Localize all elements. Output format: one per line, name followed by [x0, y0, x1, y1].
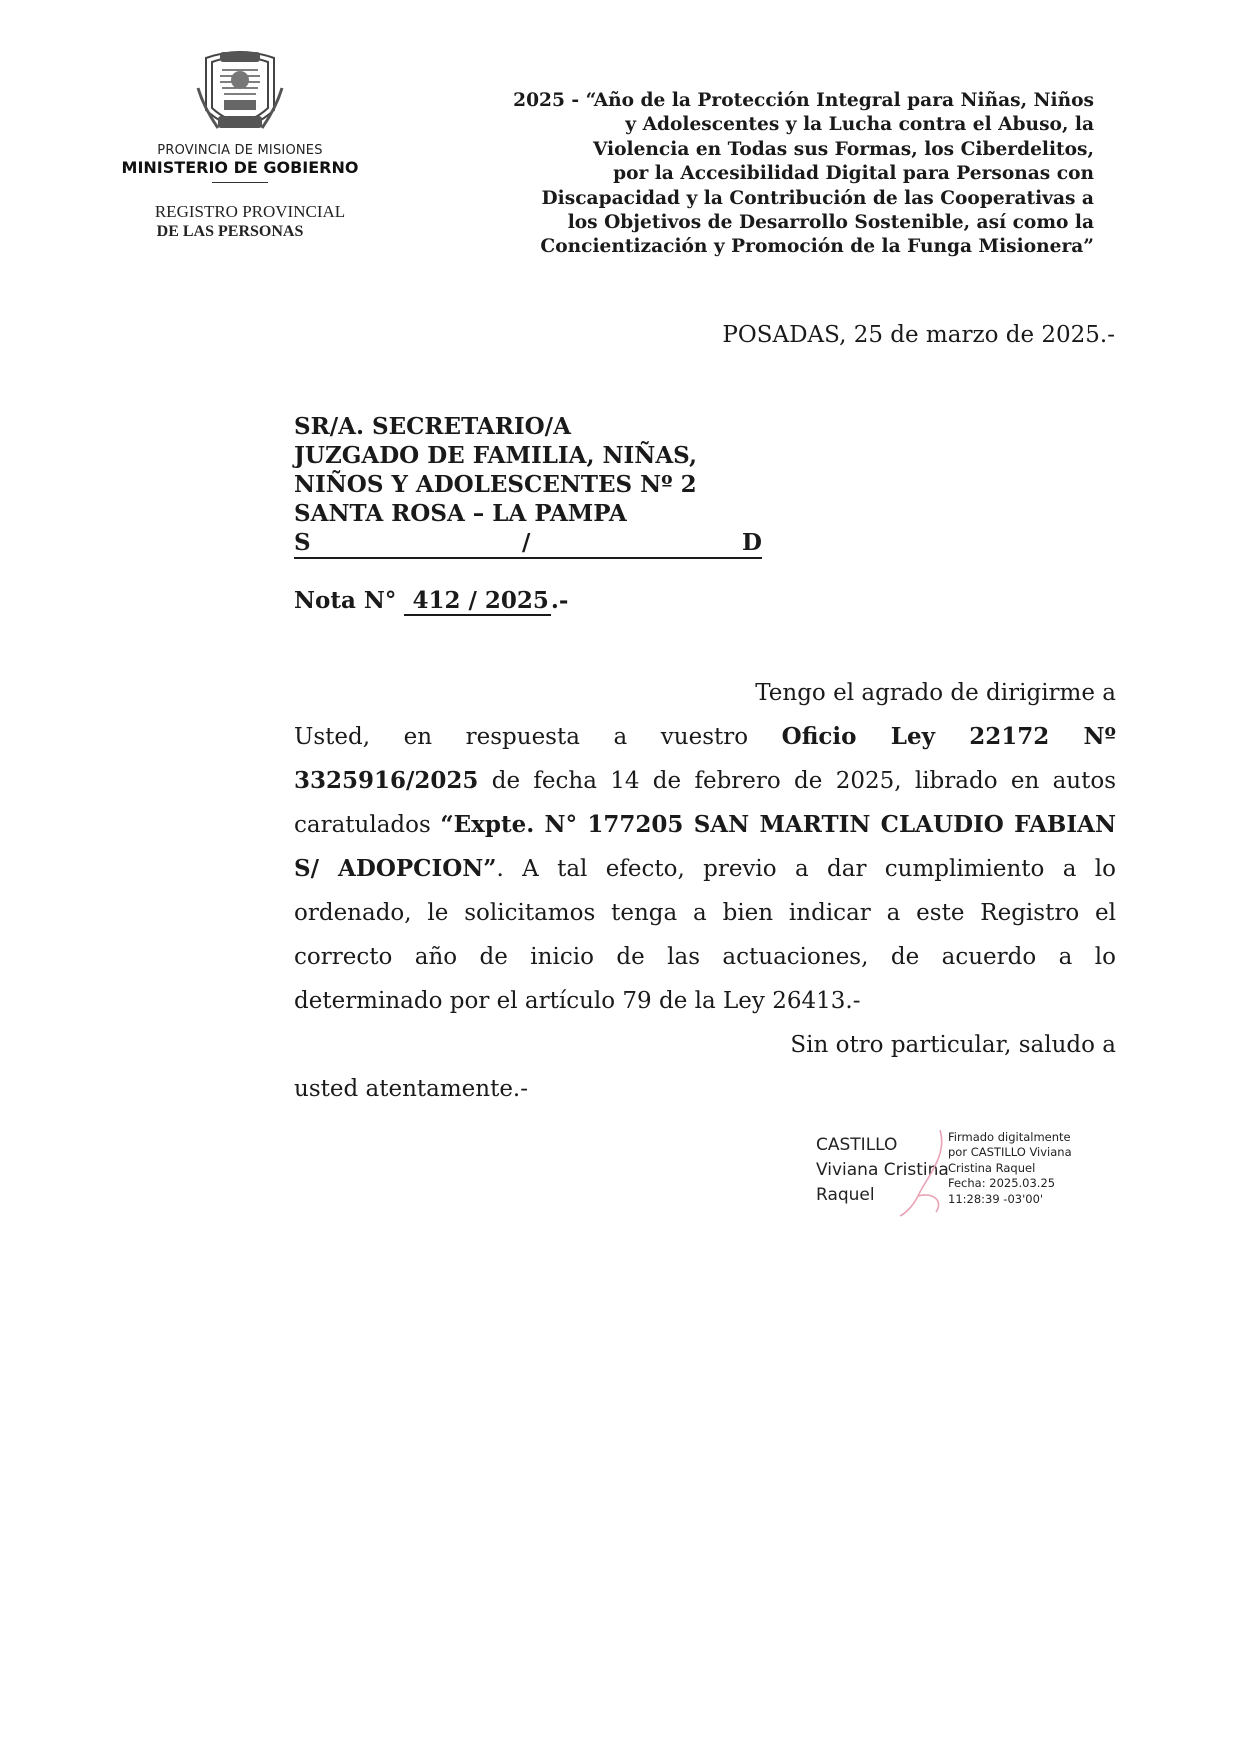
case-title-end: S/ ADOPCION”: [294, 855, 497, 882]
case-title: “Expte. N° 177205 SAN MARTIN CLAUDIO FABIAN: [440, 811, 1117, 838]
ministry-name: MINISTERIO DE GOBIERNO: [121, 158, 359, 177]
signature-detail-line: Fecha: 2025.03.25: [948, 1176, 1056, 1191]
body-line: [294, 715, 1116, 759]
motto-line: los Objetivos de Desarrollo Sostenible, así como la: [567, 212, 1094, 234]
closing-line: Sin otro particular, saludo a: [790, 1032, 1116, 1058]
sd-s: S: [294, 529, 311, 556]
digital-signature-details: [948, 1130, 1072, 1207]
body-line: [294, 803, 1116, 847]
sd-slash: /: [522, 529, 531, 556]
body-line: [294, 847, 1116, 891]
letter-body: [294, 671, 1116, 1111]
provincial-seal-icon: [190, 48, 290, 140]
note-suffix: .-: [550, 587, 569, 614]
motto-line: Concientización y Promoción de la Funga Misionera”: [540, 236, 1094, 258]
motto-line: Discapacidad y la Contribución de las Cooperativas a: [541, 187, 1094, 209]
motto-line: Violencia en Todas sus Formas, los Ciberdelitos,: [592, 138, 1094, 160]
oficio-reference: Oficio Ley 22172 Nº: [781, 723, 1117, 750]
body-text: . A tal efecto, previo a dar cumplimiento a lo: [496, 856, 1116, 882]
body-line: ordenado, le solicitamos tenga a bien indicar a este Registro el: [294, 900, 1116, 926]
body-text: de fecha 14 de febrero de 2025, librado en autos: [491, 768, 1117, 794]
note-number-line: [294, 587, 568, 614]
ministry-divider: [212, 182, 268, 183]
signer-name-line: Raquel: [816, 1185, 875, 1205]
addressee-line: SR/A. SECRETARIO/A: [294, 413, 571, 440]
body-text: Usted, en respuesta a vuestro: [294, 724, 749, 750]
addressee-line: SANTA ROSA – LA PAMPA: [294, 500, 627, 527]
motto-line: y Adolescentes y la Lucha contra el Abuso, la: [625, 114, 1094, 136]
province-name: PROVINCIA DE MISIONES: [157, 143, 323, 158]
addressee-line: NIÑOS Y ADOLESCENTES Nº 2: [294, 471, 697, 498]
signature-detail-line: Firmado digitalmente: [948, 1130, 1071, 1144]
place-date: POSADAS, 25 de marzo de 2025.-: [722, 322, 1115, 348]
motto-line: 2025 - “Año de la Protección Integral para Niñas, Niños: [513, 90, 1094, 111]
closing-line: usted atentamente.-: [294, 1076, 529, 1102]
note-label: Nota N°: [294, 587, 397, 614]
registry-name-line2: DE LAS PERSONAS: [156, 223, 304, 240]
signature-detail-line: Cristina Raquel: [948, 1160, 1036, 1175]
signer-name-line: Viviana Cristina: [816, 1160, 949, 1180]
oficio-number: 3325916/2025: [294, 767, 479, 794]
registry-name-line1: REGISTRO PROVINCIAL: [154, 202, 346, 221]
signature-detail-line: 11:28:39 -03'00': [948, 1191, 1044, 1206]
su-despacho-line: [294, 528, 762, 559]
motto-line: por la Accesibilidad Digital para Personas con: [613, 163, 1094, 185]
addressee-line: JUZGADO DE FAMILIA, NIÑAS,: [294, 442, 697, 469]
body-line: Tengo el agrado de dirigirme a: [755, 680, 1116, 706]
addressee-block: [294, 412, 697, 528]
signature-detail-line: por CASTILLO Viviana: [948, 1145, 1072, 1160]
note-number: 412 / 2025: [404, 587, 550, 616]
signer-name-line: CASTILLO: [816, 1135, 898, 1155]
body-line: [294, 759, 1116, 803]
body-text: caratulados: [294, 812, 431, 838]
sd-d: D: [742, 529, 762, 556]
year-motto: [394, 89, 1094, 260]
body-line: determinado por el artículo 79 de la Ley 26413.-: [294, 988, 861, 1014]
body-line: correcto año de inicio de las actuaciones, de acuerdo a lo: [294, 944, 1116, 970]
